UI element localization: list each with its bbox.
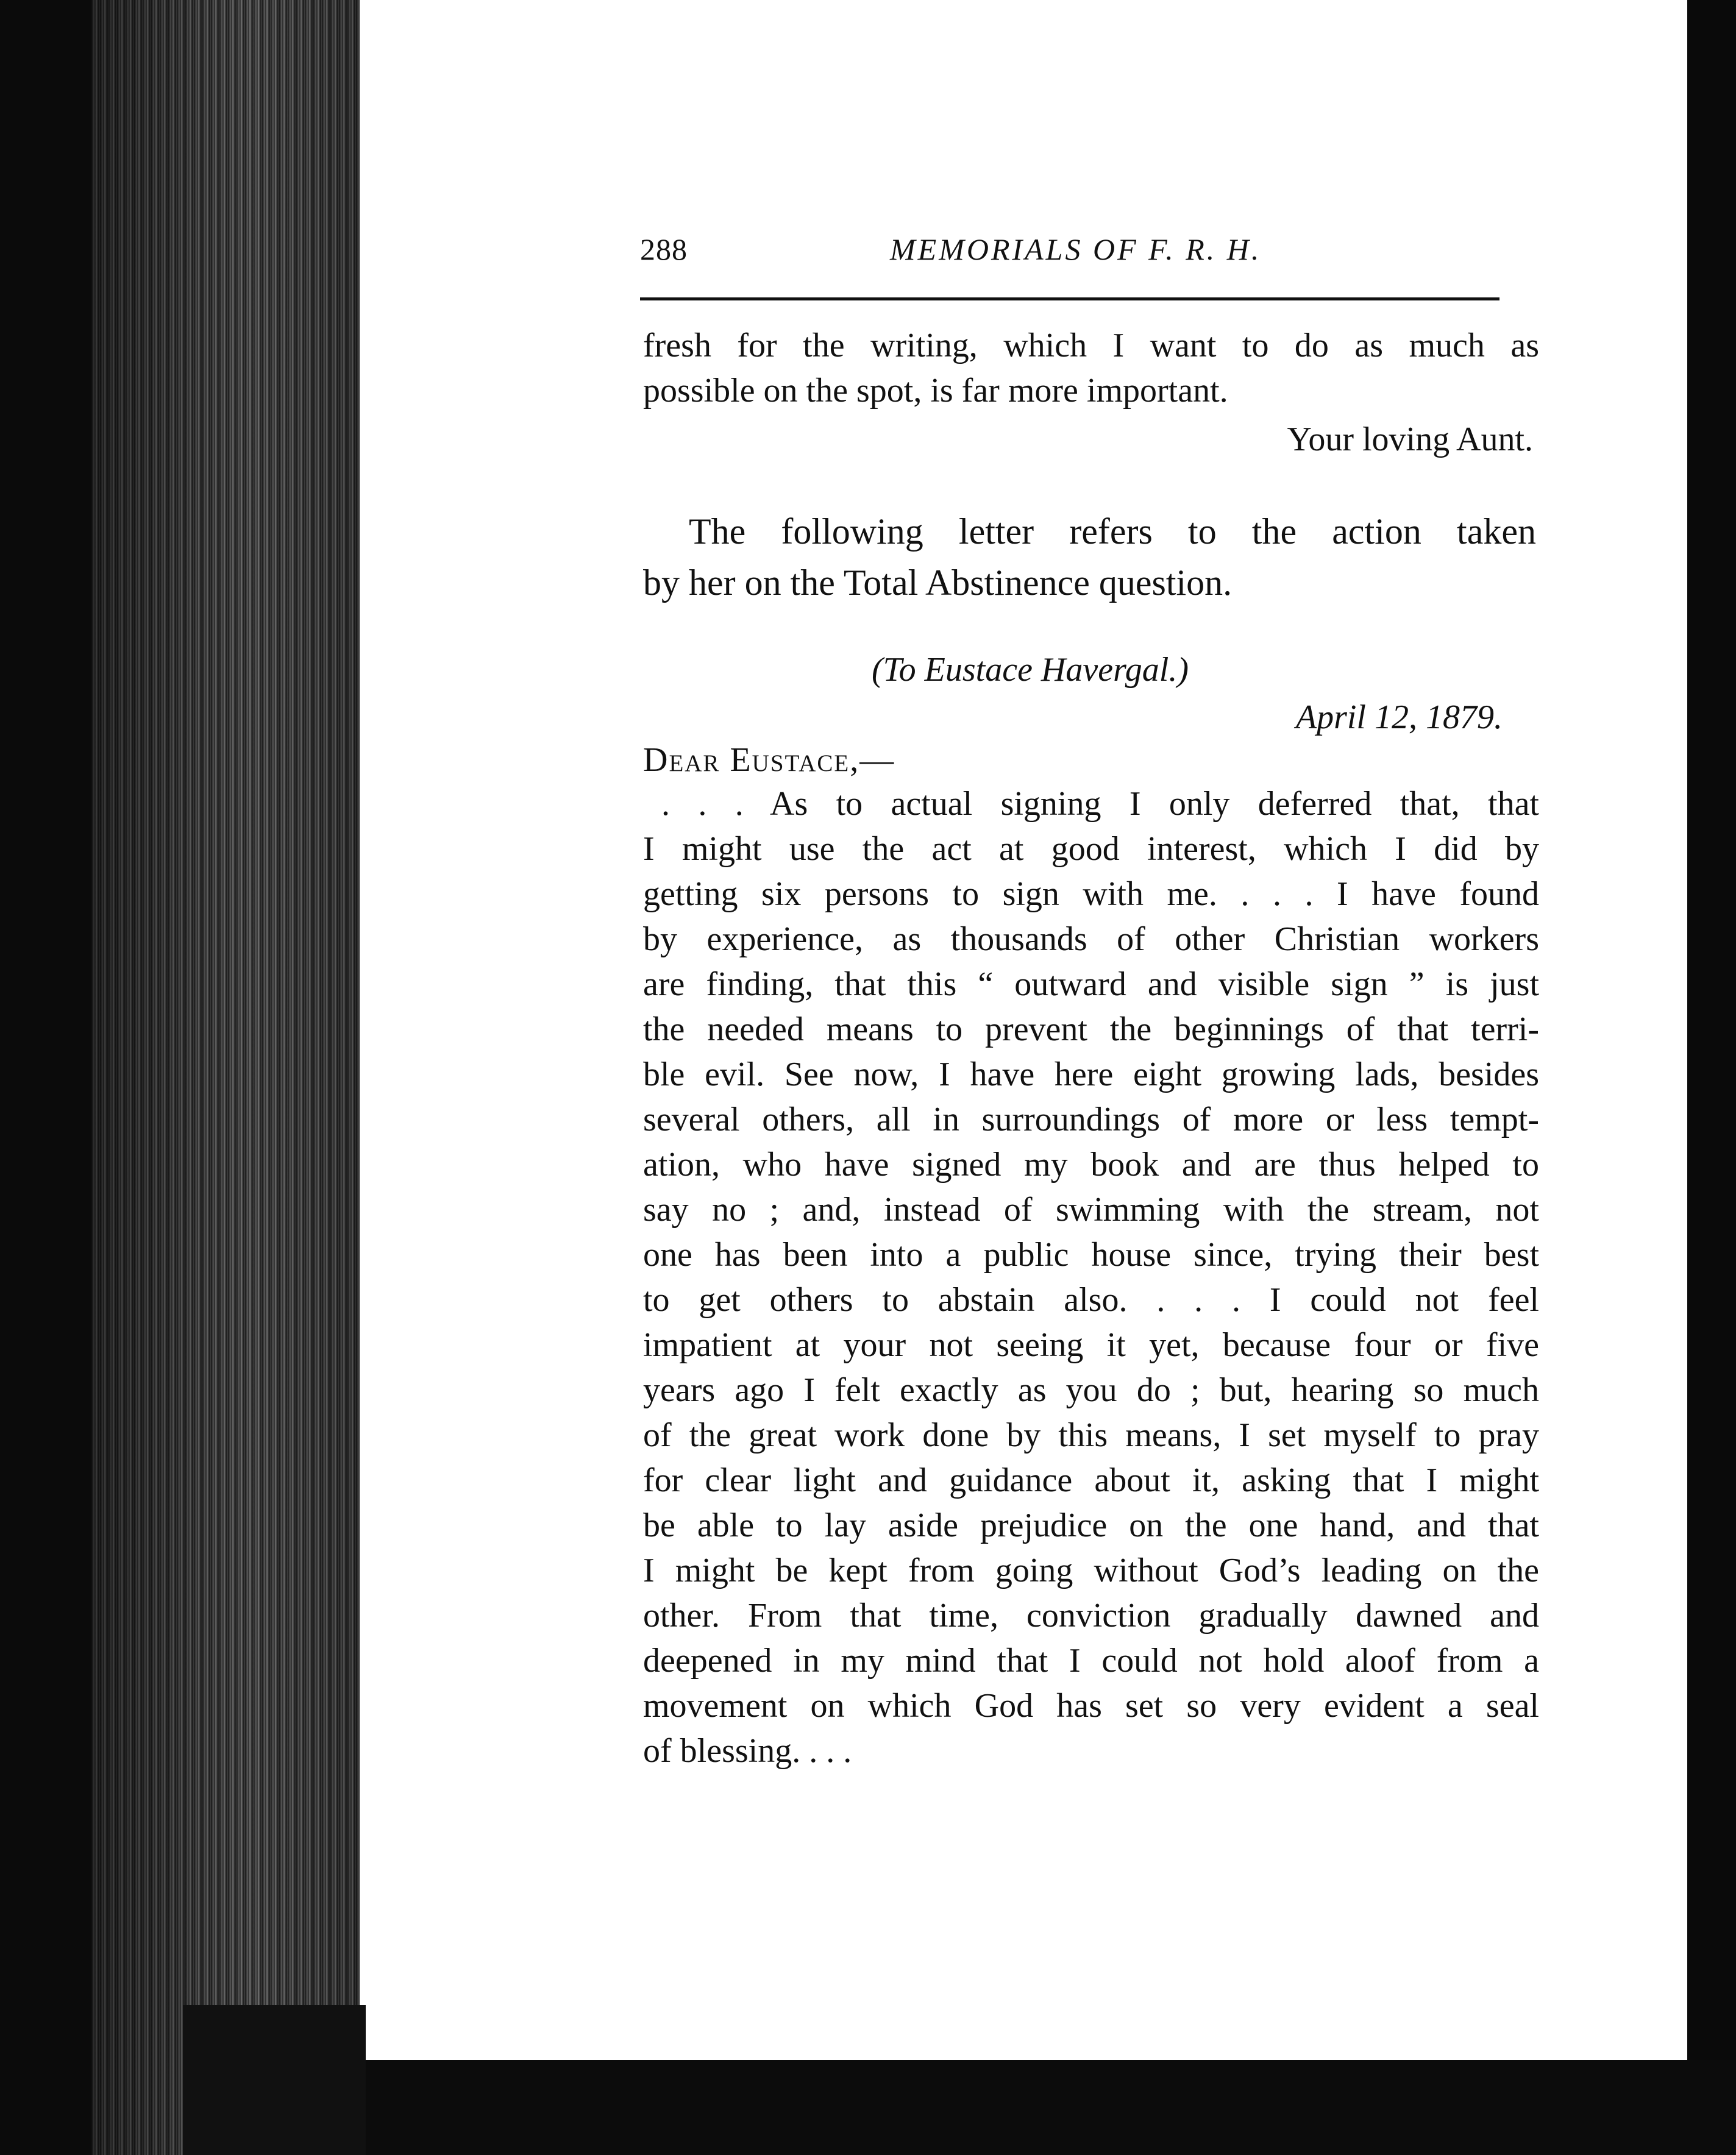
salutation: Dear Eustace,—: [643, 741, 895, 779]
running-title: MEMORIALS OF F. R. H.: [890, 232, 1262, 266]
letter-line: the needed means to prevent the beginnings of that terri-: [643, 1010, 1539, 1048]
letter-line: I might be kept from going without God’s leading on the: [643, 1552, 1539, 1589]
letter-line: ation, who have signed my book and are thus helped to: [643, 1146, 1539, 1184]
letter-line: for clear light and guidance about it, asking that I might: [643, 1461, 1539, 1499]
letter-line: . . . As to actual signing I only deferred that, that: [661, 785, 1539, 823]
letter-line: be able to lay aside prejudice on the one hand, and that: [643, 1507, 1539, 1544]
page-margin-right: [1681, 0, 1687, 2155]
letter-line: to get others to abstain also. . . . I could not feel: [643, 1281, 1539, 1319]
letter-line: are finding, that this “ outward and visible sign ” is just: [643, 965, 1539, 1003]
running-head: [640, 232, 1506, 280]
letter-line: getting six persons to sign with me. . . . I have found: [643, 875, 1539, 913]
signoff: Your loving Aunt.: [1287, 421, 1533, 458]
letter-line: ble evil. See now, I have here eight growing lads, besides: [643, 1056, 1539, 1093]
letter-line: one has been into a public house since, trying their best: [643, 1236, 1539, 1274]
letter-line: deepened in my mind that I could not hold aloof from a: [643, 1642, 1539, 1680]
letter-heading: (To Eustace Havergal.): [872, 651, 1189, 689]
page-number: 288: [640, 232, 688, 266]
body-line: fresh for the writing, which I want to do as much as: [643, 327, 1539, 364]
body-line: possible on the spot, is far more important.: [643, 372, 1228, 410]
letter-line: years ago I felt exactly as you do ; but, hearing so much: [643, 1371, 1539, 1409]
letter-line: impatient at your not seeing it yet, because four or five: [643, 1326, 1539, 1364]
scanner-background-bottom: [183, 2060, 1736, 2155]
scanner-background-right: [1687, 0, 1736, 2155]
letter-line: movement on which God has set so very evident a seal: [643, 1687, 1539, 1725]
letter-line: of the great work done by this means, I set myself to pray: [643, 1416, 1539, 1454]
letter-date: April 12, 1879.: [1295, 698, 1503, 736]
letter-line: other. From that time, conviction gradually dawned and: [643, 1597, 1539, 1635]
letter-line: I might use the act at good interest, which I did by: [643, 830, 1539, 868]
intro-line: The following letter refers to the action taken: [689, 511, 1536, 552]
book-page-edges: [91, 0, 360, 2155]
letter-line: say no ; and, instead of swimming with the stream, not: [643, 1191, 1539, 1229]
intro-line: by her on the Total Abstinence question.: [643, 563, 1233, 603]
book-corner: [183, 2005, 366, 2155]
letter-line: of blessing. . . .: [643, 1732, 852, 1770]
letter-line: by experience, as thousands of other Christian workers: [643, 920, 1539, 958]
header-rule: [640, 297, 1499, 300]
letter-line: several others, all in surroundings of more or less tempt-: [643, 1101, 1539, 1138]
